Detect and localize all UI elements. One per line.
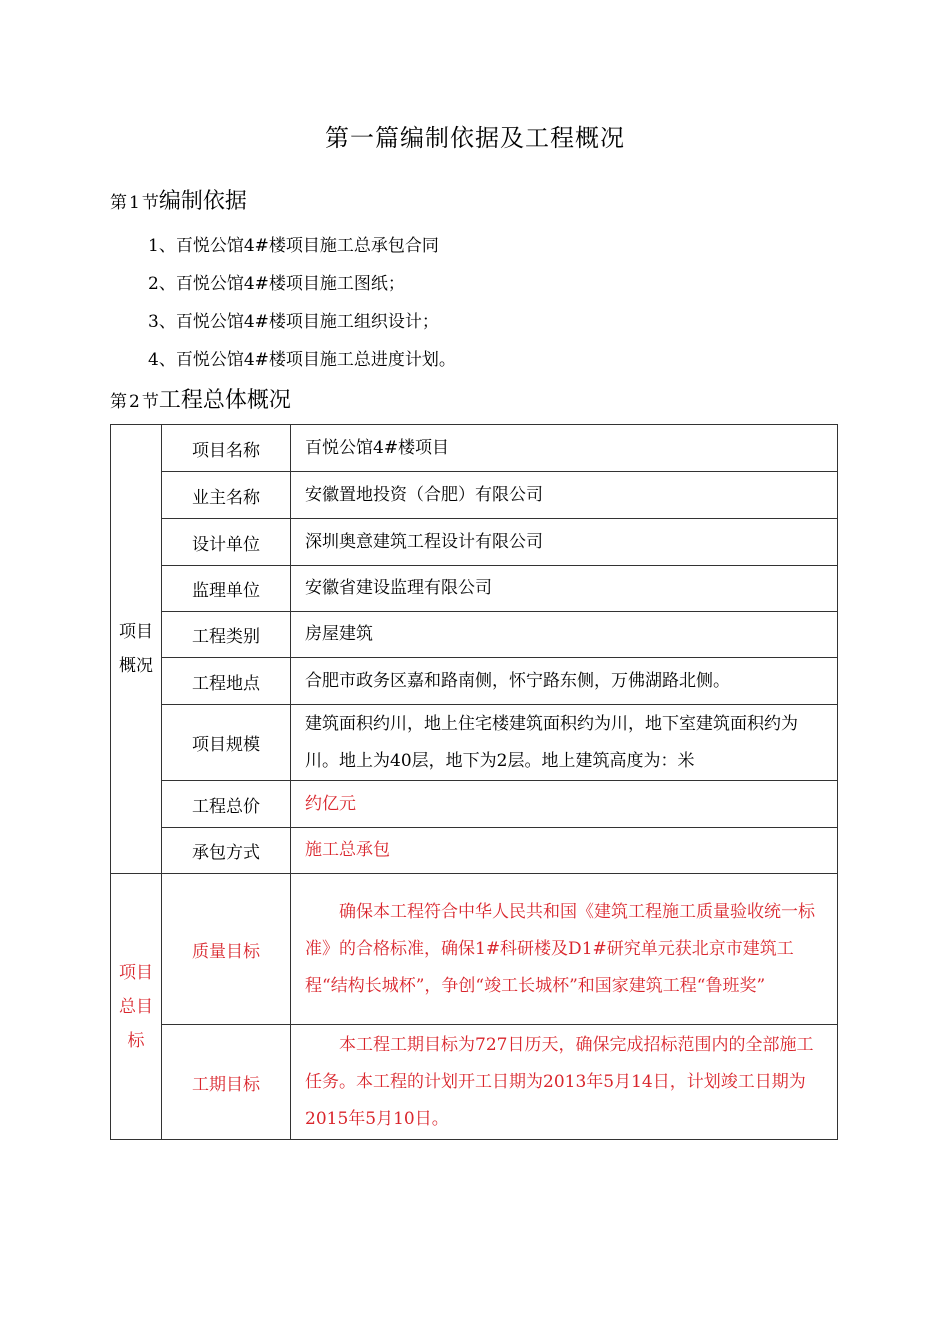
section-1-suffix: 节: [141, 193, 159, 213]
table-row: [111, 425, 838, 472]
table-row: [111, 781, 838, 828]
table-row: [111, 658, 838, 705]
section-2-title: 工程总体概况: [158, 388, 291, 413]
row-value: 建筑面积约川，地上住宅楼建筑面积约为川，地下室建筑面积约为川。地上为40层，地下为2层。地上建筑高度为：米: [291, 705, 838, 781]
table-row: [111, 828, 838, 874]
row-label: 设计单位: [162, 519, 291, 566]
list-item: 2、百悦公馆4#楼项目施工图纸；: [148, 274, 405, 294]
table-row: [111, 1025, 838, 1140]
table-row: [111, 612, 838, 658]
list-item: 1、百悦公馆4#楼项目施工总承包合同: [148, 236, 439, 256]
group-label-line: 项目: [119, 622, 153, 642]
goal-label: 工期目标: [162, 1025, 291, 1140]
row-label: 监理单位: [162, 566, 291, 612]
group-label-line: 项目: [119, 962, 153, 983]
row-value: 施工总承包: [291, 828, 838, 874]
section-1-prefix: 第: [110, 193, 127, 213]
table-row: [111, 472, 838, 519]
table-row: [111, 705, 838, 781]
list-item: 3、百悦公馆4#楼项目施工组织设计；: [148, 312, 439, 332]
section-2-heading: [110, 383, 291, 414]
row-label: 工程地点: [162, 658, 291, 705]
section-2-suffix: 节: [141, 392, 159, 412]
section-1-number: 1: [129, 193, 140, 213]
row-value: 约亿元: [291, 781, 838, 828]
row-value: 安徽置地投资（合肥）有限公司: [291, 472, 838, 519]
row-value: 百悦公馆4#楼项目: [291, 425, 838, 472]
group-label-line: 总目: [119, 996, 153, 1017]
section-2-number: 2: [129, 392, 140, 412]
row-value: 房屋建筑: [291, 612, 838, 658]
group-label-line: 概况: [119, 656, 153, 676]
row-label: 工程类别: [162, 612, 291, 658]
page-title: 第一篇编制依据及工程概况: [325, 124, 625, 152]
table-row: [111, 566, 838, 612]
section-1-heading: [110, 184, 247, 215]
row-label: 工程总价: [162, 781, 291, 828]
row-label: 项目规模: [162, 705, 291, 781]
row-value: 深圳奥意建筑工程设计有限公司: [291, 519, 838, 566]
group-project-overview: [111, 425, 162, 874]
section-1-title: 编制依据: [158, 189, 247, 214]
list-item: 4、百悦公馆4#楼项目施工总进度计划。: [148, 350, 456, 370]
table-row: [111, 874, 838, 1025]
table-row: [111, 519, 838, 566]
row-value: 安徽省建设监理有限公司: [291, 566, 838, 612]
row-label: 承包方式: [162, 828, 291, 874]
section-2-prefix: 第: [110, 392, 127, 412]
group-project-goals: [111, 874, 162, 1140]
goal-label: 质量目标: [162, 874, 291, 1025]
row-label: 业主名称: [162, 472, 291, 519]
row-label: 项目名称: [162, 425, 291, 472]
goal-value: 确保本工程符合中华人民共和国《建筑工程施工质量验收统一标准》的合格标准，确保1#科研楼及D1#研究单元获北京市建筑工程“结构长城杯”，争创“竣工长城杯”和国家建筑工程“鲁班奖”: [291, 874, 838, 1025]
row-value: 合肥市政务区嘉和路南侧，怀宁路东侧，万佛湖路北侧。: [291, 658, 838, 705]
group-label-line: 标: [127, 1030, 145, 1051]
goal-value: 本工程工期目标为727日历天，确保完成招标范围内的全部施工任务。本工程的计划开工日期为2013年5月14日，计划竣工日期为2015年5月10日。: [291, 1025, 838, 1140]
project-overview-table: [110, 424, 838, 1140]
